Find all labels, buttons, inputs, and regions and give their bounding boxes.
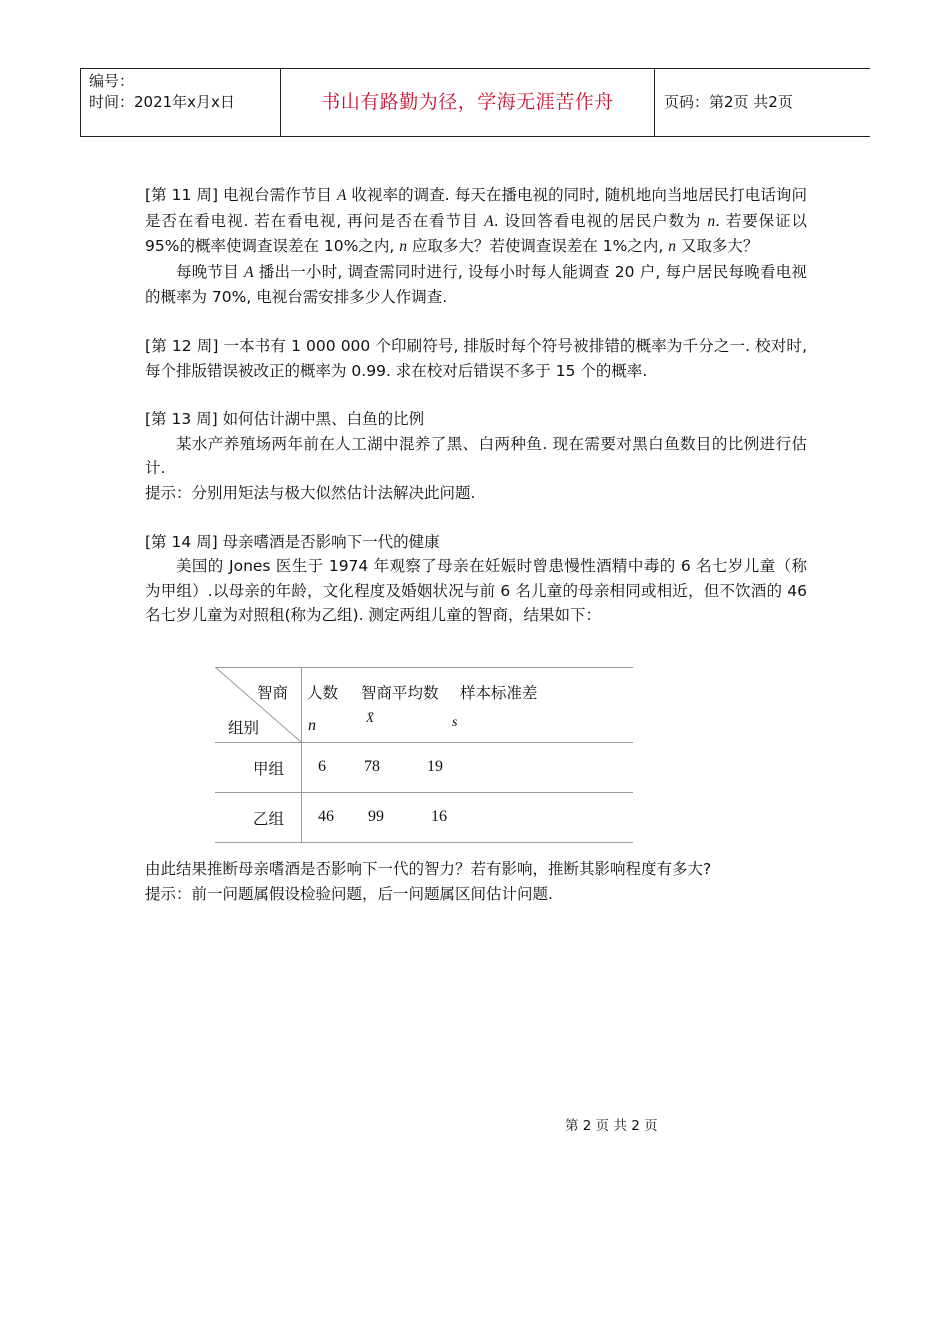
table-header-count: 人数 (307, 684, 339, 702)
table-header-std: 样本标准差 (460, 684, 538, 702)
table-corner-bottom: 组别 (228, 719, 260, 737)
week12-paragraph: [第 12 周] 一本书有 1 000 000 个印刷符号, 排版时每个符号被排错的概率为千分之一. 校对时, 每个排版错误被改正的概率为 0.99. 求在校对后错误不多于 15 个的概率. (145, 336, 807, 380)
document-body (145, 183, 807, 628)
week14-title: [第 14 周] 母亲嗜酒是否影响下一代的健康 (145, 532, 440, 551)
page-footer: 第 2 页 共 2 页 (565, 1118, 658, 1134)
week14-question: 由此结果推断母亲嗜酒是否影响下一代的智力？若有影响，推断其影响程度有多大? (145, 860, 712, 878)
table-cell-count-a: 6 (318, 758, 326, 775)
table-row-rule (215, 792, 633, 793)
table-header-mean: 智商平均数 (361, 684, 439, 702)
week11-paragraph: [第 11 周] 电视台需作节目 A 收视率的调查. 每天在播电视的同时, 随机地向当地居民打电话询问是否在看电视. 若在看电视, 再问是否在看节目 A. 设回答看电视的居民户数为 n. 若要保证以 95%的概率使调查误差在 10%之内, n 应取多大？若使调查误差在 1%之内, n 又取多大？ (145, 186, 807, 256)
table-cell-mean-a: 78 (364, 758, 380, 775)
table-symbol-n: n (308, 717, 316, 734)
table-cell-mean-b: 99 (368, 808, 384, 825)
week13-title: [第 13 周] 如何估计湖中黑、白鱼的比例 (145, 410, 425, 429)
header-motto: 书山有路勤为径，学海无涯苦作舟 (281, 69, 655, 136)
table-bottom-rule (215, 842, 633, 843)
header-meta-cell (80, 69, 281, 136)
week14-paragraph: 美国的 Jones 医生于 1974 年观察了母亲在妊娠时曾患慢性酒精中毒的 6 名七岁儿童（称为甲组）.以母亲的年龄，文化程度及婚姻状况与前 6 名儿童的母亲相同或相近，但不饮酒的 46 名七岁儿童为对照租(称为乙组). 测定两组儿童的智商，结果如下： (145, 557, 807, 625)
closing-section (145, 857, 807, 906)
week13-paragraph: 某水产养殖场两年前在人工湖中混养了黑、白两种鱼. 现在需要对黑白鱼数目的比例进行估计. (145, 434, 807, 478)
table-cell-std-b: 16 (431, 808, 447, 825)
week14-hint: 提示：前一问题属假设检验问题，后一问题属区间估计问题. (145, 884, 553, 903)
week13-hint: 提示：分别用矩法与极大似然估计法解决此问题. (145, 483, 476, 502)
table-corner-top: 智商 (257, 684, 289, 702)
serial-number-label: 编号： (89, 72, 135, 90)
table-row-group-b: 乙组 (253, 810, 285, 828)
date-label: 时间：2021年x月x日 (89, 93, 235, 111)
table-row-group-a: 甲组 (253, 760, 285, 778)
header-page-label: 页码：第2页 共2页 (664, 93, 793, 111)
table-symbol-s: s (452, 715, 458, 730)
table-cell-count-b: 46 (318, 808, 334, 825)
page-header (80, 68, 870, 137)
week11-paragraph-2: 每晚节目 A 播出一小时, 调查需同时进行, 设每小时每人能调查 20 户, 每户居民每晚看电视的概率为 70%, 电视台需安排多少人作调查. (145, 262, 807, 307)
iq-table (215, 667, 633, 843)
table-symbol-xbar: X̄ (366, 710, 374, 725)
table-cell-std-a: 19 (427, 758, 443, 775)
